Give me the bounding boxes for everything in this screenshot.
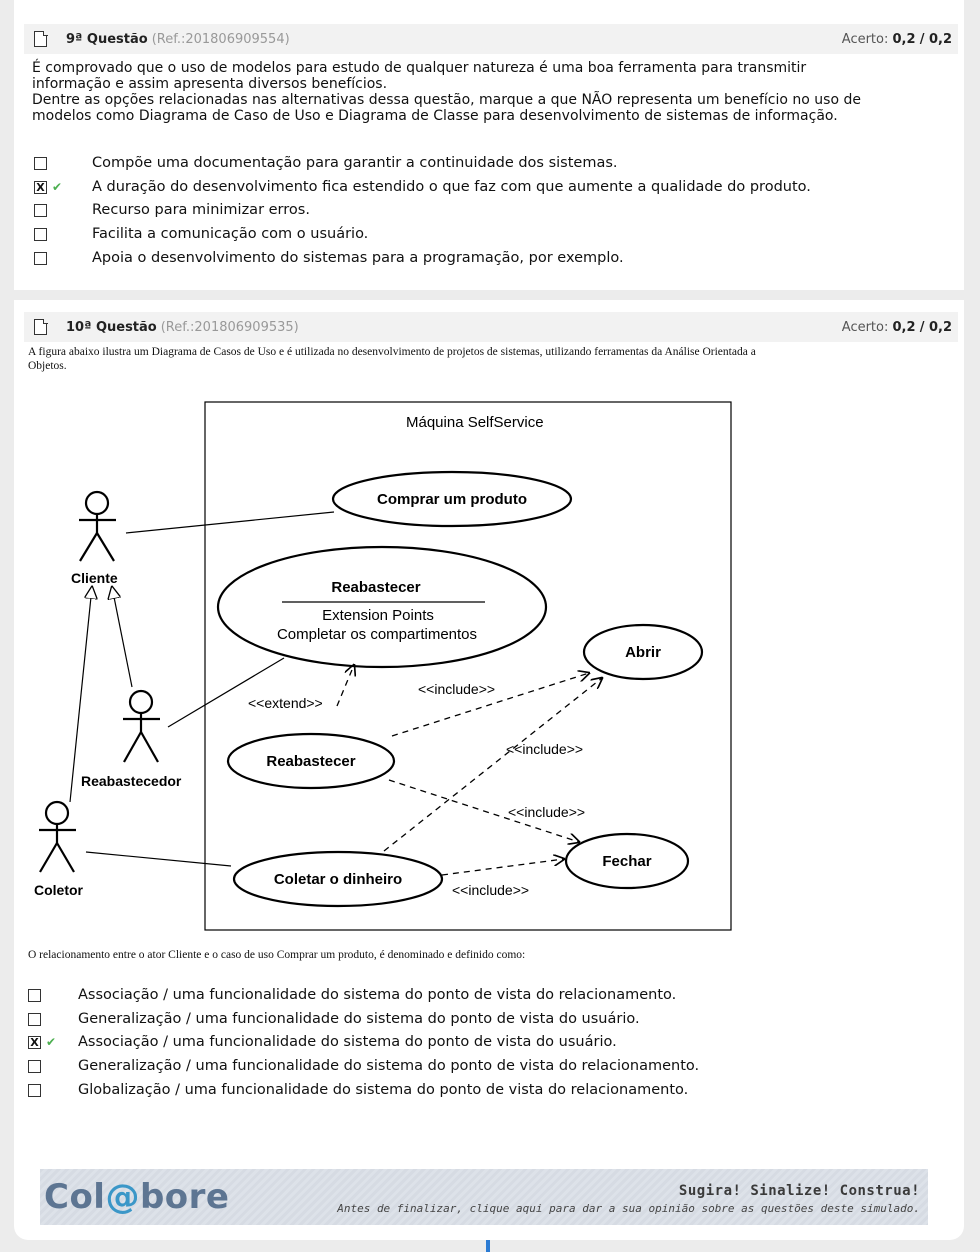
question-title: 9ª Questão (Ref.:201806909554) xyxy=(66,32,290,47)
use-case-label: Fechar xyxy=(602,853,652,870)
actor-reabastecedor xyxy=(123,691,160,762)
use-case-label: Comprar um produto xyxy=(377,491,527,508)
answer-options xyxy=(26,986,950,1104)
use-case-label: Abrir xyxy=(625,644,661,661)
colabore-logo: Col@bore xyxy=(44,1177,230,1217)
include-label: <<include>> xyxy=(508,804,586,820)
option-1[interactable]: Compõe uma documentação para garantir a continuidade dos sistemas. xyxy=(32,154,950,178)
question-text: O relacionamento entre o ator Cliente e o caso de uso Comprar um produto, é denominado e definido como: xyxy=(28,949,526,961)
extend-arrow xyxy=(337,665,354,706)
checkbox[interactable] xyxy=(28,1060,41,1073)
score-value: 0,2 xyxy=(892,32,916,47)
question-stem: É comprovado que o uso de modelos para estudo de qualquer natureza é uma boa ferramenta para transmitir informação e assim apresenta diversos benefícios. Dentre as opções relacionadas nas alternativas dessa questão, marque a que NÃO representa um benefício no uso de modelos como Diagrama de Caso de Uso e Diagrama de Classe para desenvolvimento de sistemas de informação. xyxy=(32,60,861,124)
actor-cliente xyxy=(79,492,116,561)
option-4[interactable]: Generalização / uma funcionalidade do sistema do ponto de vista do relacionamento. xyxy=(26,1057,950,1081)
include-arrow xyxy=(384,678,602,851)
extension-point: Completar os compartimentos xyxy=(276,626,478,643)
include-label: <<include>> xyxy=(506,741,584,757)
answer-options xyxy=(32,154,950,272)
actor-label: Reabastecedor xyxy=(81,773,182,789)
question-title: 10ª Questão (Ref.:201806909535) xyxy=(66,320,299,335)
include-label: <<include>> xyxy=(452,882,530,898)
checkbox[interactable] xyxy=(34,157,47,170)
correct-check-icon: ✔ xyxy=(52,179,63,194)
checkbox[interactable]: X xyxy=(28,1036,41,1049)
actor-coletor xyxy=(39,802,76,872)
score: Acerto: 0,2 / 0,2 xyxy=(841,320,952,335)
checkbox[interactable] xyxy=(34,204,47,217)
extension-points-label: Extension Points xyxy=(322,607,434,624)
question-10-panel xyxy=(14,300,964,1240)
checkbox[interactable] xyxy=(28,989,41,1002)
option-5[interactable]: Apoia o desenvolvimento do sistemas para a programação, por exemplo. xyxy=(32,249,950,273)
checkbox[interactable] xyxy=(34,228,47,241)
scroll-indicator xyxy=(486,1240,490,1252)
association-line xyxy=(168,658,284,727)
checkbox[interactable] xyxy=(28,1084,41,1097)
option-3[interactable]: X ✔ Associação / uma funcionalidade do sistema do ponto de vista do usuário. xyxy=(26,1033,950,1057)
score: Acerto: 0,2 / 0,2 xyxy=(841,32,952,47)
option-2[interactable]: Generalização / uma funcionalidade do sistema do ponto de vista do usuário. xyxy=(26,1010,950,1034)
system-title: Máquina SelfService xyxy=(406,414,544,431)
actor-label: Cliente xyxy=(71,570,118,586)
document-icon xyxy=(34,31,47,47)
option-5[interactable]: Globalização / uma funcionalidade do sistema do ponto de vista do relacionamento. xyxy=(26,1081,950,1105)
question-ref: (Ref.:201806909535) xyxy=(160,320,299,335)
use-case-label: Reabastecer xyxy=(266,753,356,770)
use-case-label: Reabastecer xyxy=(331,579,421,596)
generalization-line xyxy=(112,587,132,687)
option-4[interactable]: Facilita a comunicação com o usuário. xyxy=(32,225,950,249)
actor-label: Coletor xyxy=(34,882,83,898)
use-case-label: Coletar o dinheiro xyxy=(273,871,403,888)
banner-slogan: Sugira! Sinalize! Construa! xyxy=(678,1183,920,1199)
question-stem: A figura abaixo ilustra um Diagrama de Casos de Uso e é utilizada no desenvolvimento de projetos de sistemas, utilizando ferramentas da Análise Orientada a Objetos. xyxy=(28,346,756,372)
association-line xyxy=(86,852,231,866)
question-header xyxy=(24,24,958,54)
colabore-banner[interactable] xyxy=(40,1169,928,1225)
question-ref: (Ref.:201806909554) xyxy=(151,32,290,47)
include-arrow xyxy=(442,859,564,875)
banner-subtitle: Antes de finalizar, clique aqui para dar a sua opinião sobre as questões deste simulado. xyxy=(337,1202,920,1215)
generalization-line xyxy=(70,587,92,802)
document-icon xyxy=(34,319,47,335)
score-total: / 0,2 xyxy=(919,32,952,47)
correct-check-icon: ✔ xyxy=(46,1035,57,1050)
use-case-diagram xyxy=(34,395,754,940)
score-total: / 0,2 xyxy=(919,320,952,335)
extend-label: <<extend>> xyxy=(248,695,323,711)
option-3[interactable]: Recurso para minimizar erros. xyxy=(32,201,950,225)
score-value: 0,2 xyxy=(892,320,916,335)
question-9-panel xyxy=(14,0,964,290)
association-line xyxy=(126,512,334,533)
option-2[interactable]: X ✔ A duração do desenvolvimento fica estendido o que faz com que aumente a qualidade do produto. xyxy=(32,178,950,202)
option-1[interactable]: Associação / uma funcionalidade do sistema do ponto de vista do relacionamento. xyxy=(26,986,950,1010)
question-header xyxy=(24,312,958,342)
checkbox[interactable] xyxy=(28,1013,41,1026)
include-label: <<include>> xyxy=(418,681,496,697)
checkbox[interactable]: X xyxy=(34,181,47,194)
checkbox[interactable] xyxy=(34,252,47,265)
